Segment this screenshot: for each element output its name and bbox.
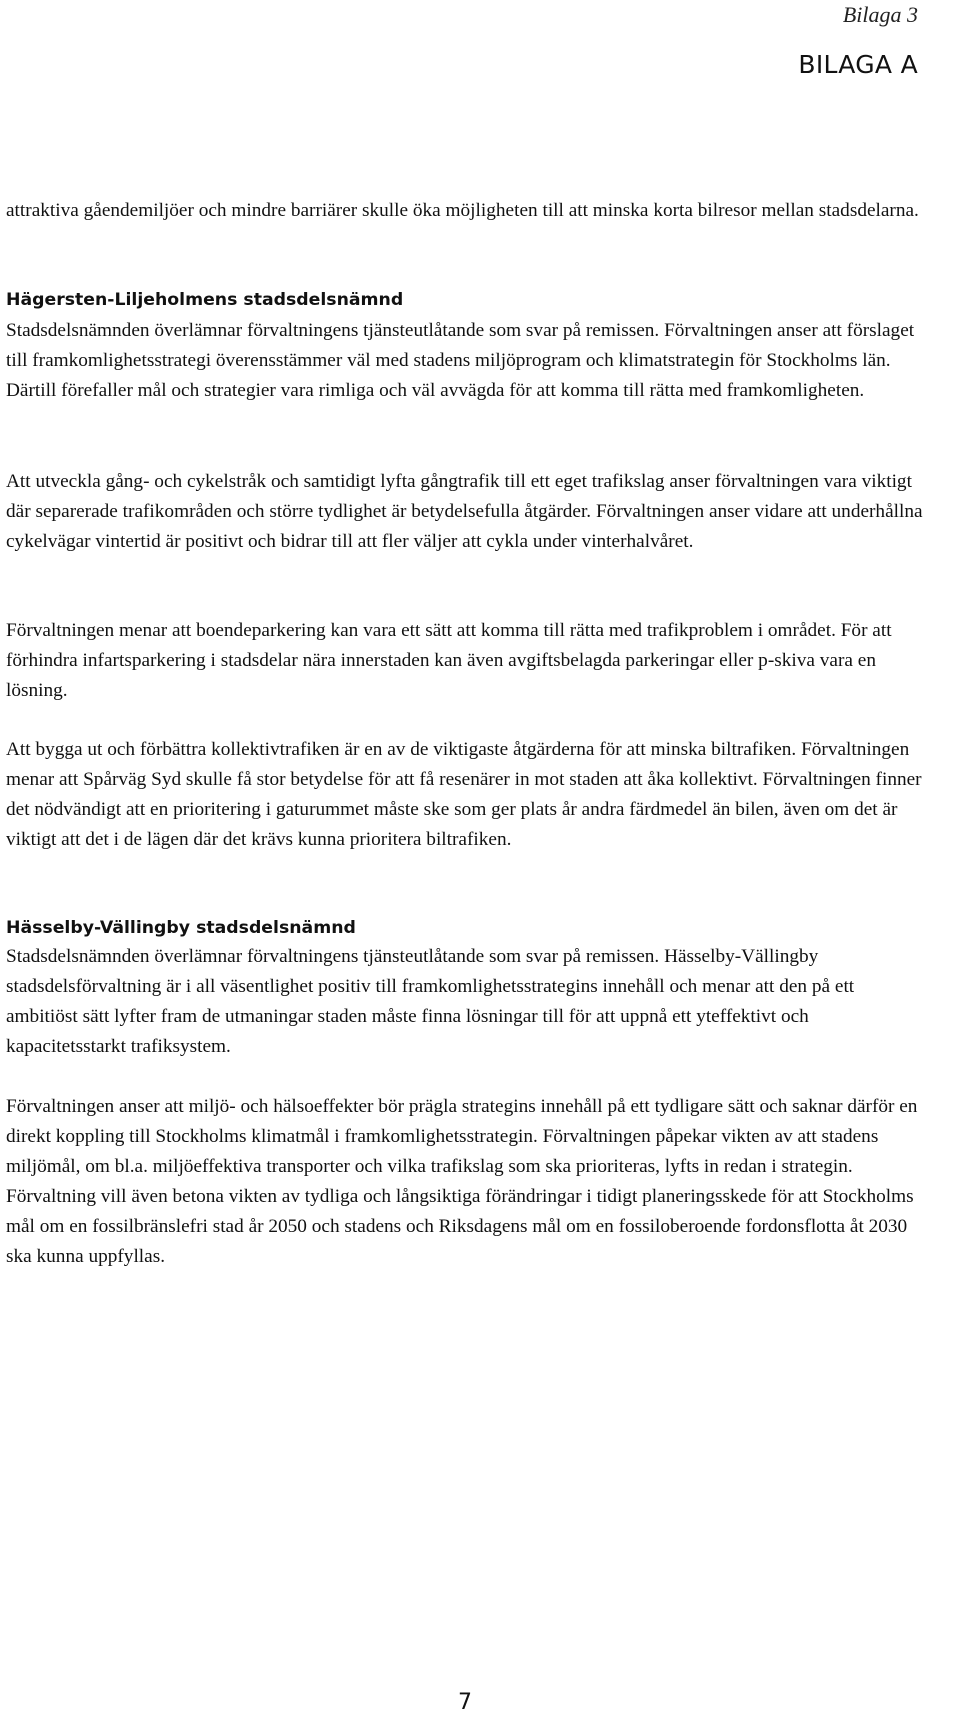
paragraph-boendeparkering: Förvaltningen menar att boendeparkering kan vara ett sätt att komma till rätta med trafikproblem i området. För att förhindra infartsparkering i stadsdelar nära innerstaden kan även avgiftsbelagda parkeringar eller p-skiva vara en lösning. <box>6 620 892 701</box>
paragraph-kollektivtrafik: Att bygga ut och förbättra kollektivtrafiken är en av de viktigaste åtgärderna för att minska biltrafiken. Förvaltningen menar att Spårväg Syd skulle få stor betydelse för att få resenärer in mot staden att åka kollektivt. Förvaltningen finner det nödvändigt att en prioritering i gaturummet måste ske som ger plats år andra färdmedel än bilen, även om det är viktigt att det i de lägen där det krävs kunna prioritera biltrafiken. <box>6 739 922 850</box>
paragraph-hagersten-remiss: Stadsdelsnämnden överlämnar förvaltningens tjänsteutlåtande som svar på remissen. Förvaltningen anser att förslaget till framkomlighetsstrategi överensstämmer väl med stadens miljöprogram och klimatstrategin för Stockholms län. Därtill förefaller mål och strategier vara rimliga och väl avvägda för att komma till rätta med framkomligheten. <box>6 320 915 401</box>
paragraph-gang-cykel: Att utveckla gång- och cykelstråk och samtidigt lyfta gångtrafik till ett eget trafikslag anser förvaltningen vara viktigt där separerade trafikområden och större tydlighet är betydelsefulla åtgärder. Förvaltningen anser vidare att underhållna cykelvägar vintertid är positivt och bidrar till att fler väljer att cykla under vinterhalvåret. <box>6 471 923 552</box>
page-number: 7 <box>458 1690 472 1715</box>
paragraph-intro: attraktiva gåendemiljöer och mindre barriärer skulle öka möjligheten till att minska korta bilresor mellan stadsdelarna. <box>6 200 919 221</box>
appendix-label: Bilaga 3 <box>842 2 918 27</box>
page-title: BILAGA A <box>798 50 918 79</box>
section-heading-hagersten: Hägersten-Liljeholmens stadsdelsnämnd <box>6 290 404 310</box>
paragraph-hasselby-remiss: Stadsdelsnämnden överlämnar förvaltningens tjänsteutlåtande som svar på remissen. Hässelby-Vällingby stadsdelsförvaltning är i all väsentlighet positiv till framkomlighetsstrategins innehåll och menar att den på ett ambitiöst sätt lyfter fram de utmaningar staden måste finna lösningar till för att uppnå ett yteffektivt och kapacitetsstarkt trafiksystem. <box>6 946 855 1057</box>
paragraph-miljo-halsa: Förvaltningen anser att miljö- och hälsoeffekter bör prägla strategins innehåll på ett tydligare sätt och saknar därför en direkt koppling till Stockholms klimatmål i framkomlighetsstrategin. Förvaltningen påpekar vikten av att stadens miljömål, om bl.a. miljöeffektiva transporter och vilka trafikslag som ska prioriteras, lyfts in redan i strategin. Förvaltning vill även betona vikten av tydliga och långsiktiga förändringar i tidigt planeringsskede för att Stockholms mål om en fossilbränslefri stad år 2050 och stadens och Riksdagens mål om en fossiloberoende fordonsflotta åt 2030 ska kunna uppfyllas. <box>6 1096 918 1267</box>
section-heading-hasselby: Hässelby-Vällingby stadsdelsnämnd <box>6 918 356 938</box>
